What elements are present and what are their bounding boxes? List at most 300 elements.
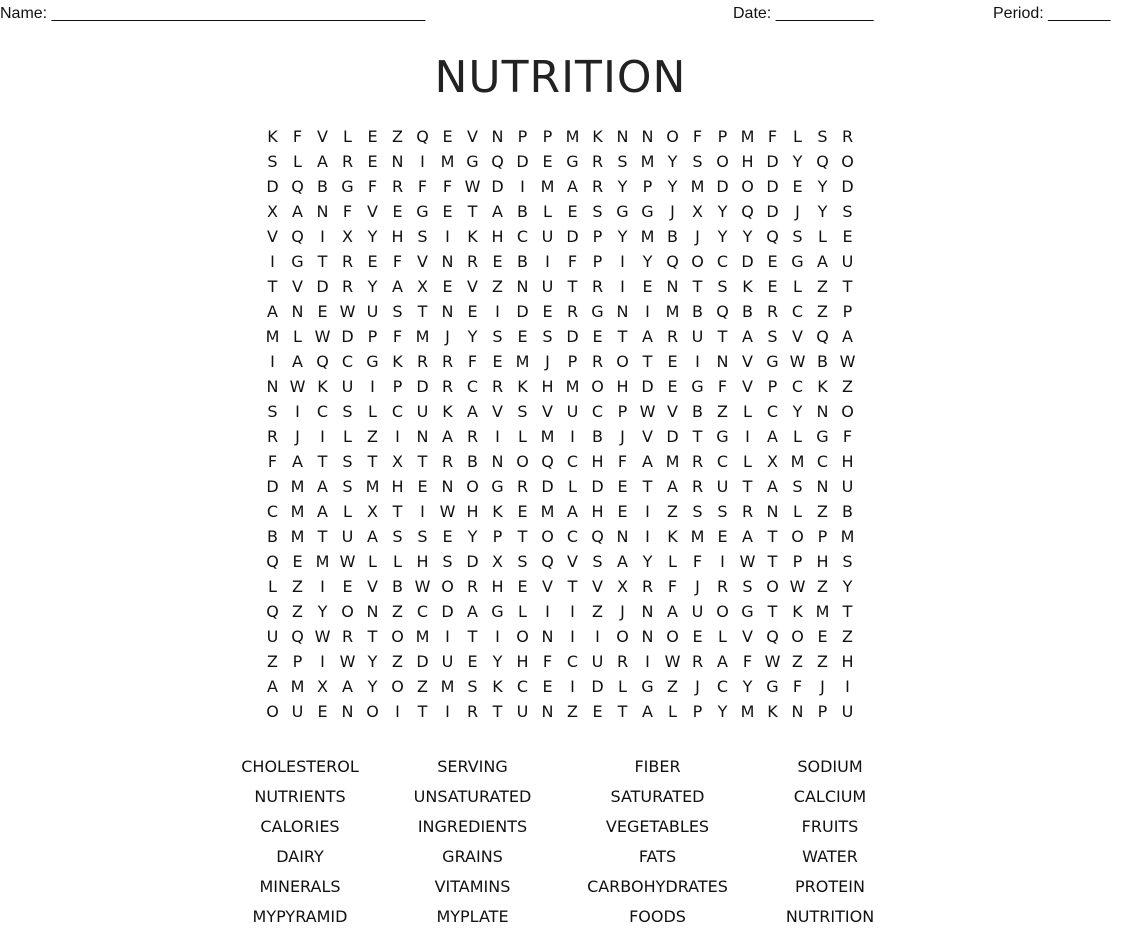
grid-letter[interactable]: S [517,402,528,421]
grid-letter[interactable]: T [317,452,328,471]
grid-letter[interactable]: I [845,677,850,696]
grid-letter[interactable]: R [341,277,354,296]
grid-letter[interactable]: D [841,177,854,196]
grid-letter[interactable]: W [439,502,456,521]
grid-letter[interactable]: W [739,552,756,571]
grid-letter[interactable]: Z [842,627,853,646]
grid-letter[interactable]: Y [742,227,753,246]
grid-letter[interactable]: I [570,427,575,446]
grid-letter[interactable]: M [815,602,830,621]
grid-letter[interactable]: R [441,377,454,396]
grid-letter[interactable]: F [567,252,578,271]
grid-letter[interactable]: Q [816,327,829,346]
grid-letter[interactable]: F [542,652,553,671]
grid-letter[interactable]: E [542,152,553,171]
grid-letter[interactable]: N [341,702,354,721]
grid-letter[interactable]: L [743,402,752,421]
grid-letter[interactable]: F [667,577,678,596]
grid-letter[interactable]: W [664,652,681,671]
grid-letter[interactable]: E [617,477,628,496]
grid-letter[interactable]: D [666,427,679,446]
grid-letter[interactable]: O [516,452,529,471]
grid-letter[interactable]: K [742,277,753,296]
grid-letter[interactable]: A [817,252,828,271]
grid-letter[interactable]: E [317,702,328,721]
grid-letter[interactable]: V [467,127,478,146]
grid-letter[interactable]: E [392,202,403,221]
grid-letter[interactable]: T [467,202,478,221]
grid-letter[interactable]: H [841,452,854,471]
grid-letter[interactable]: E [667,377,678,396]
grid-letter[interactable]: F [392,327,403,346]
grid-letter[interactable]: M [540,177,555,196]
grid-letter[interactable]: T [567,577,578,596]
grid-letter[interactable]: W [339,552,356,571]
grid-letter[interactable]: I [270,252,275,271]
grid-letter[interactable]: A [642,452,653,471]
grid-letter[interactable]: N [416,427,429,446]
grid-letter[interactable]: Z [292,602,303,621]
grid-letter[interactable]: V [417,252,428,271]
grid-letter[interactable]: T [692,427,703,446]
grid-letter[interactable]: E [767,252,778,271]
grid-letter[interactable]: S [542,327,553,346]
grid-letter[interactable]: I [545,252,550,271]
grid-letter[interactable]: C [416,602,429,621]
grid-letter[interactable]: G [291,252,304,271]
grid-letter[interactable]: M [690,527,705,546]
grid-letter[interactable]: W [789,577,806,596]
grid-letter[interactable]: N [666,277,679,296]
grid-letter[interactable]: N [641,602,654,621]
grid-letter[interactable]: R [466,577,479,596]
grid-letter[interactable]: P [617,402,628,421]
grid-letter[interactable]: H [591,502,604,521]
grid-letter[interactable]: R [341,252,354,271]
grid-letter[interactable]: Z [292,577,303,596]
grid-letter[interactable]: L [293,152,302,171]
grid-letter[interactable]: Y [467,527,478,546]
grid-letter[interactable]: Q [266,602,279,621]
grid-letter[interactable]: G [641,677,654,696]
grid-letter[interactable]: Q [291,227,304,246]
grid-letter[interactable]: I [570,627,575,646]
grid-letter[interactable]: L [343,127,352,146]
grid-letter[interactable]: P [842,302,853,321]
grid-letter[interactable]: L [793,427,802,446]
grid-letter[interactable]: V [567,552,578,571]
grid-letter[interactable]: F [767,127,778,146]
grid-letter[interactable]: L [343,427,352,446]
grid-letter[interactable]: W [789,352,806,371]
grid-letter[interactable]: F [292,127,303,146]
grid-letter[interactable]: O [366,702,379,721]
grid-letter[interactable]: W [639,402,656,421]
grid-letter[interactable]: I [595,627,600,646]
grid-letter[interactable]: F [617,452,628,471]
grid-letter[interactable]: C [591,402,604,421]
grid-letter[interactable]: R [591,277,604,296]
grid-letter[interactable]: U [341,527,354,546]
grid-letter[interactable]: X [692,202,703,221]
grid-letter[interactable]: V [267,227,278,246]
grid-letter[interactable]: A [317,477,328,496]
grid-letter[interactable]: L [793,127,802,146]
grid-letter[interactable]: E [442,277,453,296]
grid-letter[interactable]: D [516,152,529,171]
grid-letter[interactable]: R [841,127,854,146]
grid-letter[interactable]: A [342,677,353,696]
grid-letter[interactable]: L [368,552,377,571]
grid-letter[interactable]: H [416,552,429,571]
grid-letter[interactable]: T [692,277,703,296]
grid-letter[interactable]: U [441,652,454,671]
grid-letter[interactable]: V [317,127,328,146]
grid-letter[interactable]: M [290,527,305,546]
grid-letter[interactable]: Q [766,227,779,246]
grid-letter[interactable]: M [740,127,755,146]
grid-letter[interactable]: D [341,327,354,346]
grid-letter[interactable]: A [667,477,678,496]
grid-letter[interactable]: J [545,352,550,371]
grid-letter[interactable]: N [816,477,829,496]
grid-letter[interactable]: X [342,227,353,246]
grid-letter[interactable]: R [466,427,479,446]
grid-letter[interactable]: C [266,502,279,521]
name-field[interactable]: Name: __________________________________________ [0,5,426,22]
grid-letter[interactable]: H [841,652,854,671]
grid-letter[interactable]: U [341,377,354,396]
grid-letter[interactable]: I [495,302,500,321]
grid-letter[interactable]: F [842,427,853,446]
grid-letter[interactable]: T [417,302,428,321]
grid-letter[interactable]: I [495,427,500,446]
grid-letter[interactable]: M [365,477,380,496]
grid-letter[interactable]: P [692,702,703,721]
grid-letter[interactable]: R [716,577,729,596]
grid-letter[interactable]: W [289,377,306,396]
grid-letter[interactable]: D [766,202,779,221]
grid-letter[interactable]: H [816,552,829,571]
grid-letter[interactable]: K [267,127,278,146]
grid-letter[interactable]: I [420,152,425,171]
grid-letter[interactable]: R [616,652,629,671]
grid-letter[interactable]: D [766,177,779,196]
grid-letter[interactable]: G [466,152,479,171]
grid-letter[interactable]: N [641,127,654,146]
grid-letter[interactable]: N [766,502,779,521]
grid-letter[interactable]: T [642,477,653,496]
grid-letter[interactable]: H [591,452,604,471]
grid-letter[interactable]: L [293,327,302,346]
grid-letter[interactable]: P [817,702,828,721]
grid-letter[interactable]: W [339,652,356,671]
grid-letter[interactable]: S [392,302,403,321]
grid-letter[interactable]: A [767,427,778,446]
grid-letter[interactable]: Y [667,152,678,171]
grid-letter[interactable]: D [266,477,279,496]
grid-letter[interactable]: O [341,602,354,621]
grid-letter[interactable]: J [795,202,800,221]
grid-letter[interactable]: A [317,502,328,521]
grid-letter[interactable]: J [695,577,700,596]
grid-letter[interactable]: W [314,327,331,346]
grid-letter[interactable]: E [567,202,578,221]
grid-letter[interactable]: A [267,302,278,321]
grid-letter[interactable]: E [417,477,428,496]
grid-letter[interactable]: Z [567,702,578,721]
grid-letter[interactable]: Z [817,577,828,596]
grid-letter[interactable]: V [367,202,378,221]
grid-letter[interactable]: Q [666,252,679,271]
grid-letter[interactable]: A [367,527,378,546]
grid-letter[interactable]: R [691,452,704,471]
grid-letter[interactable]: O [666,127,679,146]
grid-letter[interactable]: I [370,377,375,396]
grid-letter[interactable]: Q [541,552,554,571]
grid-letter[interactable]: H [741,152,754,171]
grid-letter[interactable]: Y [367,677,378,696]
grid-letter[interactable]: S [517,552,528,571]
grid-letter[interactable]: I [645,527,650,546]
grid-letter[interactable]: R [391,177,404,196]
grid-letter[interactable]: D [316,277,329,296]
grid-letter[interactable]: G [816,427,829,446]
grid-letter[interactable]: N [716,352,729,371]
grid-letter[interactable]: Y [792,402,803,421]
grid-letter[interactable]: B [317,177,328,196]
grid-letter[interactable]: E [592,702,603,721]
grid-letter[interactable]: S [767,327,778,346]
grid-letter[interactable]: B [692,302,703,321]
grid-letter[interactable]: I [720,552,725,571]
grid-letter[interactable]: M [415,327,430,346]
grid-letter[interactable]: R [566,302,579,321]
grid-letter[interactable]: K [492,502,503,521]
grid-letter[interactable]: P [292,652,303,671]
grid-letter[interactable]: W [314,627,331,646]
grid-letter[interactable]: P [542,127,553,146]
grid-letter[interactable]: F [342,202,353,221]
grid-letter[interactable]: F [392,252,403,271]
grid-letter[interactable]: I [420,502,425,521]
grid-letter[interactable]: M [840,527,855,546]
grid-letter[interactable]: Q [591,527,604,546]
grid-letter[interactable]: O [766,577,779,596]
grid-letter[interactable]: I [520,177,525,196]
grid-letter[interactable]: F [692,127,703,146]
grid-letter[interactable]: L [518,427,527,446]
grid-letter[interactable]: E [467,302,478,321]
grid-letter[interactable]: U [516,702,529,721]
grid-letter[interactable]: S [342,477,353,496]
grid-letter[interactable]: E [767,277,778,296]
grid-letter[interactable]: D [466,552,479,571]
grid-letter[interactable]: U [716,477,729,496]
grid-letter[interactable]: E [492,352,503,371]
grid-letter[interactable]: T [417,452,428,471]
grid-letter[interactable]: D [741,252,754,271]
grid-letter[interactable]: R [441,352,454,371]
grid-letter[interactable]: C [816,452,829,471]
grid-letter[interactable]: S [717,502,728,521]
grid-letter[interactable]: C [391,402,404,421]
grid-letter[interactable]: S [342,402,353,421]
grid-letter[interactable]: T [367,452,378,471]
grid-letter[interactable]: V [742,352,753,371]
grid-letter[interactable]: P [367,327,378,346]
grid-letter[interactable]: D [541,477,554,496]
grid-letter[interactable]: W [464,177,481,196]
grid-letter[interactable]: S [792,227,803,246]
grid-letter[interactable]: R [766,302,779,321]
grid-letter[interactable]: N [316,202,329,221]
grid-letter[interactable]: L [343,502,352,521]
grid-letter[interactable]: M [440,677,455,696]
grid-letter[interactable]: M [665,302,680,321]
grid-letter[interactable]: Z [817,502,828,521]
grid-letter[interactable]: G [591,302,604,321]
grid-letter[interactable]: F [417,177,428,196]
grid-letter[interactable]: Y [617,227,628,246]
grid-letter[interactable]: X [617,577,628,596]
grid-letter[interactable]: N [816,402,829,421]
grid-letter[interactable]: E [317,302,328,321]
grid-letter[interactable]: Z [817,652,828,671]
grid-letter[interactable]: U [691,602,704,621]
grid-letter[interactable]: Y [717,227,728,246]
grid-letter[interactable]: R [741,502,754,521]
grid-letter[interactable]: U [691,327,704,346]
grid-letter[interactable]: T [767,602,778,621]
grid-letter[interactable]: F [742,652,753,671]
grid-letter[interactable]: T [267,277,278,296]
grid-letter[interactable]: D [766,152,779,171]
grid-letter[interactable]: Q [541,452,554,471]
grid-letter[interactable]: S [842,202,853,221]
grid-letter[interactable]: L [793,277,802,296]
grid-letter[interactable]: A [292,452,303,471]
grid-letter[interactable]: E [692,627,703,646]
grid-letter[interactable]: O [716,152,729,171]
grid-letter[interactable]: E [492,252,503,271]
grid-letter[interactable]: D [416,652,429,671]
grid-letter[interactable]: H [491,227,504,246]
grid-letter[interactable]: M [415,627,430,646]
grid-letter[interactable]: V [467,277,478,296]
grid-letter[interactable]: D [266,177,279,196]
grid-letter[interactable]: S [617,152,628,171]
grid-letter[interactable]: Q [291,627,304,646]
grid-letter[interactable]: I [570,677,575,696]
grid-letter[interactable]: E [817,627,828,646]
grid-letter[interactable]: G [491,602,504,621]
grid-letter[interactable]: I [570,602,575,621]
grid-letter[interactable]: B [742,302,753,321]
grid-letter[interactable]: F [367,177,378,196]
grid-letter[interactable]: U [566,402,579,421]
grid-letter[interactable]: A [442,427,453,446]
grid-letter[interactable]: R [416,352,429,371]
grid-letter[interactable]: N [391,152,404,171]
grid-letter[interactable]: P [817,527,828,546]
grid-letter[interactable]: C [716,452,729,471]
grid-letter[interactable]: W [839,352,856,371]
grid-letter[interactable]: P [642,177,653,196]
grid-letter[interactable]: F [717,377,728,396]
grid-letter[interactable]: M [315,552,330,571]
grid-letter[interactable]: Z [817,302,828,321]
grid-letter[interactable]: A [392,277,403,296]
grid-letter[interactable]: D [591,477,604,496]
grid-letter[interactable]: C [766,402,779,421]
grid-letter[interactable]: E [642,277,653,296]
grid-letter[interactable]: G [616,202,629,221]
grid-letter[interactable]: A [492,202,503,221]
grid-letter[interactable]: P [592,227,603,246]
grid-letter[interactable]: M [740,702,755,721]
grid-letter[interactable]: N [516,277,529,296]
grid-letter[interactable]: C [716,252,729,271]
grid-letter[interactable]: E [542,677,553,696]
grid-letter[interactable]: H [491,577,504,596]
grid-letter[interactable]: Y [842,577,853,596]
grid-letter[interactable]: E [442,202,453,221]
grid-letter[interactable]: D [716,177,729,196]
grid-letter[interactable]: K [442,402,453,421]
grid-letter[interactable]: I [695,352,700,371]
grid-letter[interactable]: E [292,552,303,571]
grid-letter[interactable]: F [792,677,803,696]
date-field[interactable]: Date: ___________ [733,5,874,22]
grid-letter[interactable]: Z [842,377,853,396]
grid-letter[interactable]: E [517,502,528,521]
grid-letter[interactable]: Z [492,277,503,296]
grid-letter[interactable]: H [516,652,529,671]
grid-letter[interactable]: W [764,652,781,671]
grid-letter[interactable]: S [717,277,728,296]
grid-letter[interactable]: I [270,352,275,371]
grid-letter[interactable]: B [592,427,603,446]
grid-letter[interactable]: Q [491,152,504,171]
grid-letter[interactable]: A [667,602,678,621]
grid-letter[interactable]: Y [792,152,803,171]
grid-letter[interactable]: N [366,602,379,621]
grid-letter[interactable]: T [367,627,378,646]
grid-letter[interactable]: B [517,252,528,271]
grid-letter[interactable]: X [417,277,428,296]
grid-letter[interactable]: B [467,452,478,471]
grid-letter[interactable]: T [492,702,503,721]
grid-letter[interactable]: A [642,702,653,721]
grid-letter[interactable]: X [267,202,278,221]
grid-letter[interactable]: L [393,552,402,571]
grid-letter[interactable]: T [317,527,328,546]
grid-letter[interactable]: O [616,627,629,646]
grid-letter[interactable]: T [517,527,528,546]
grid-letter[interactable]: E [842,227,853,246]
grid-letter[interactable]: N [491,452,504,471]
grid-letter[interactable]: O [666,627,679,646]
grid-letter[interactable]: I [445,627,450,646]
grid-letter[interactable]: K [592,127,603,146]
grid-letter[interactable]: T [742,477,753,496]
grid-letter[interactable]: T [767,552,778,571]
grid-letter[interactable]: Y [467,327,478,346]
grid-letter[interactable]: L [668,552,677,571]
grid-letter[interactable]: P [792,552,803,571]
grid-letter[interactable]: U [366,302,379,321]
